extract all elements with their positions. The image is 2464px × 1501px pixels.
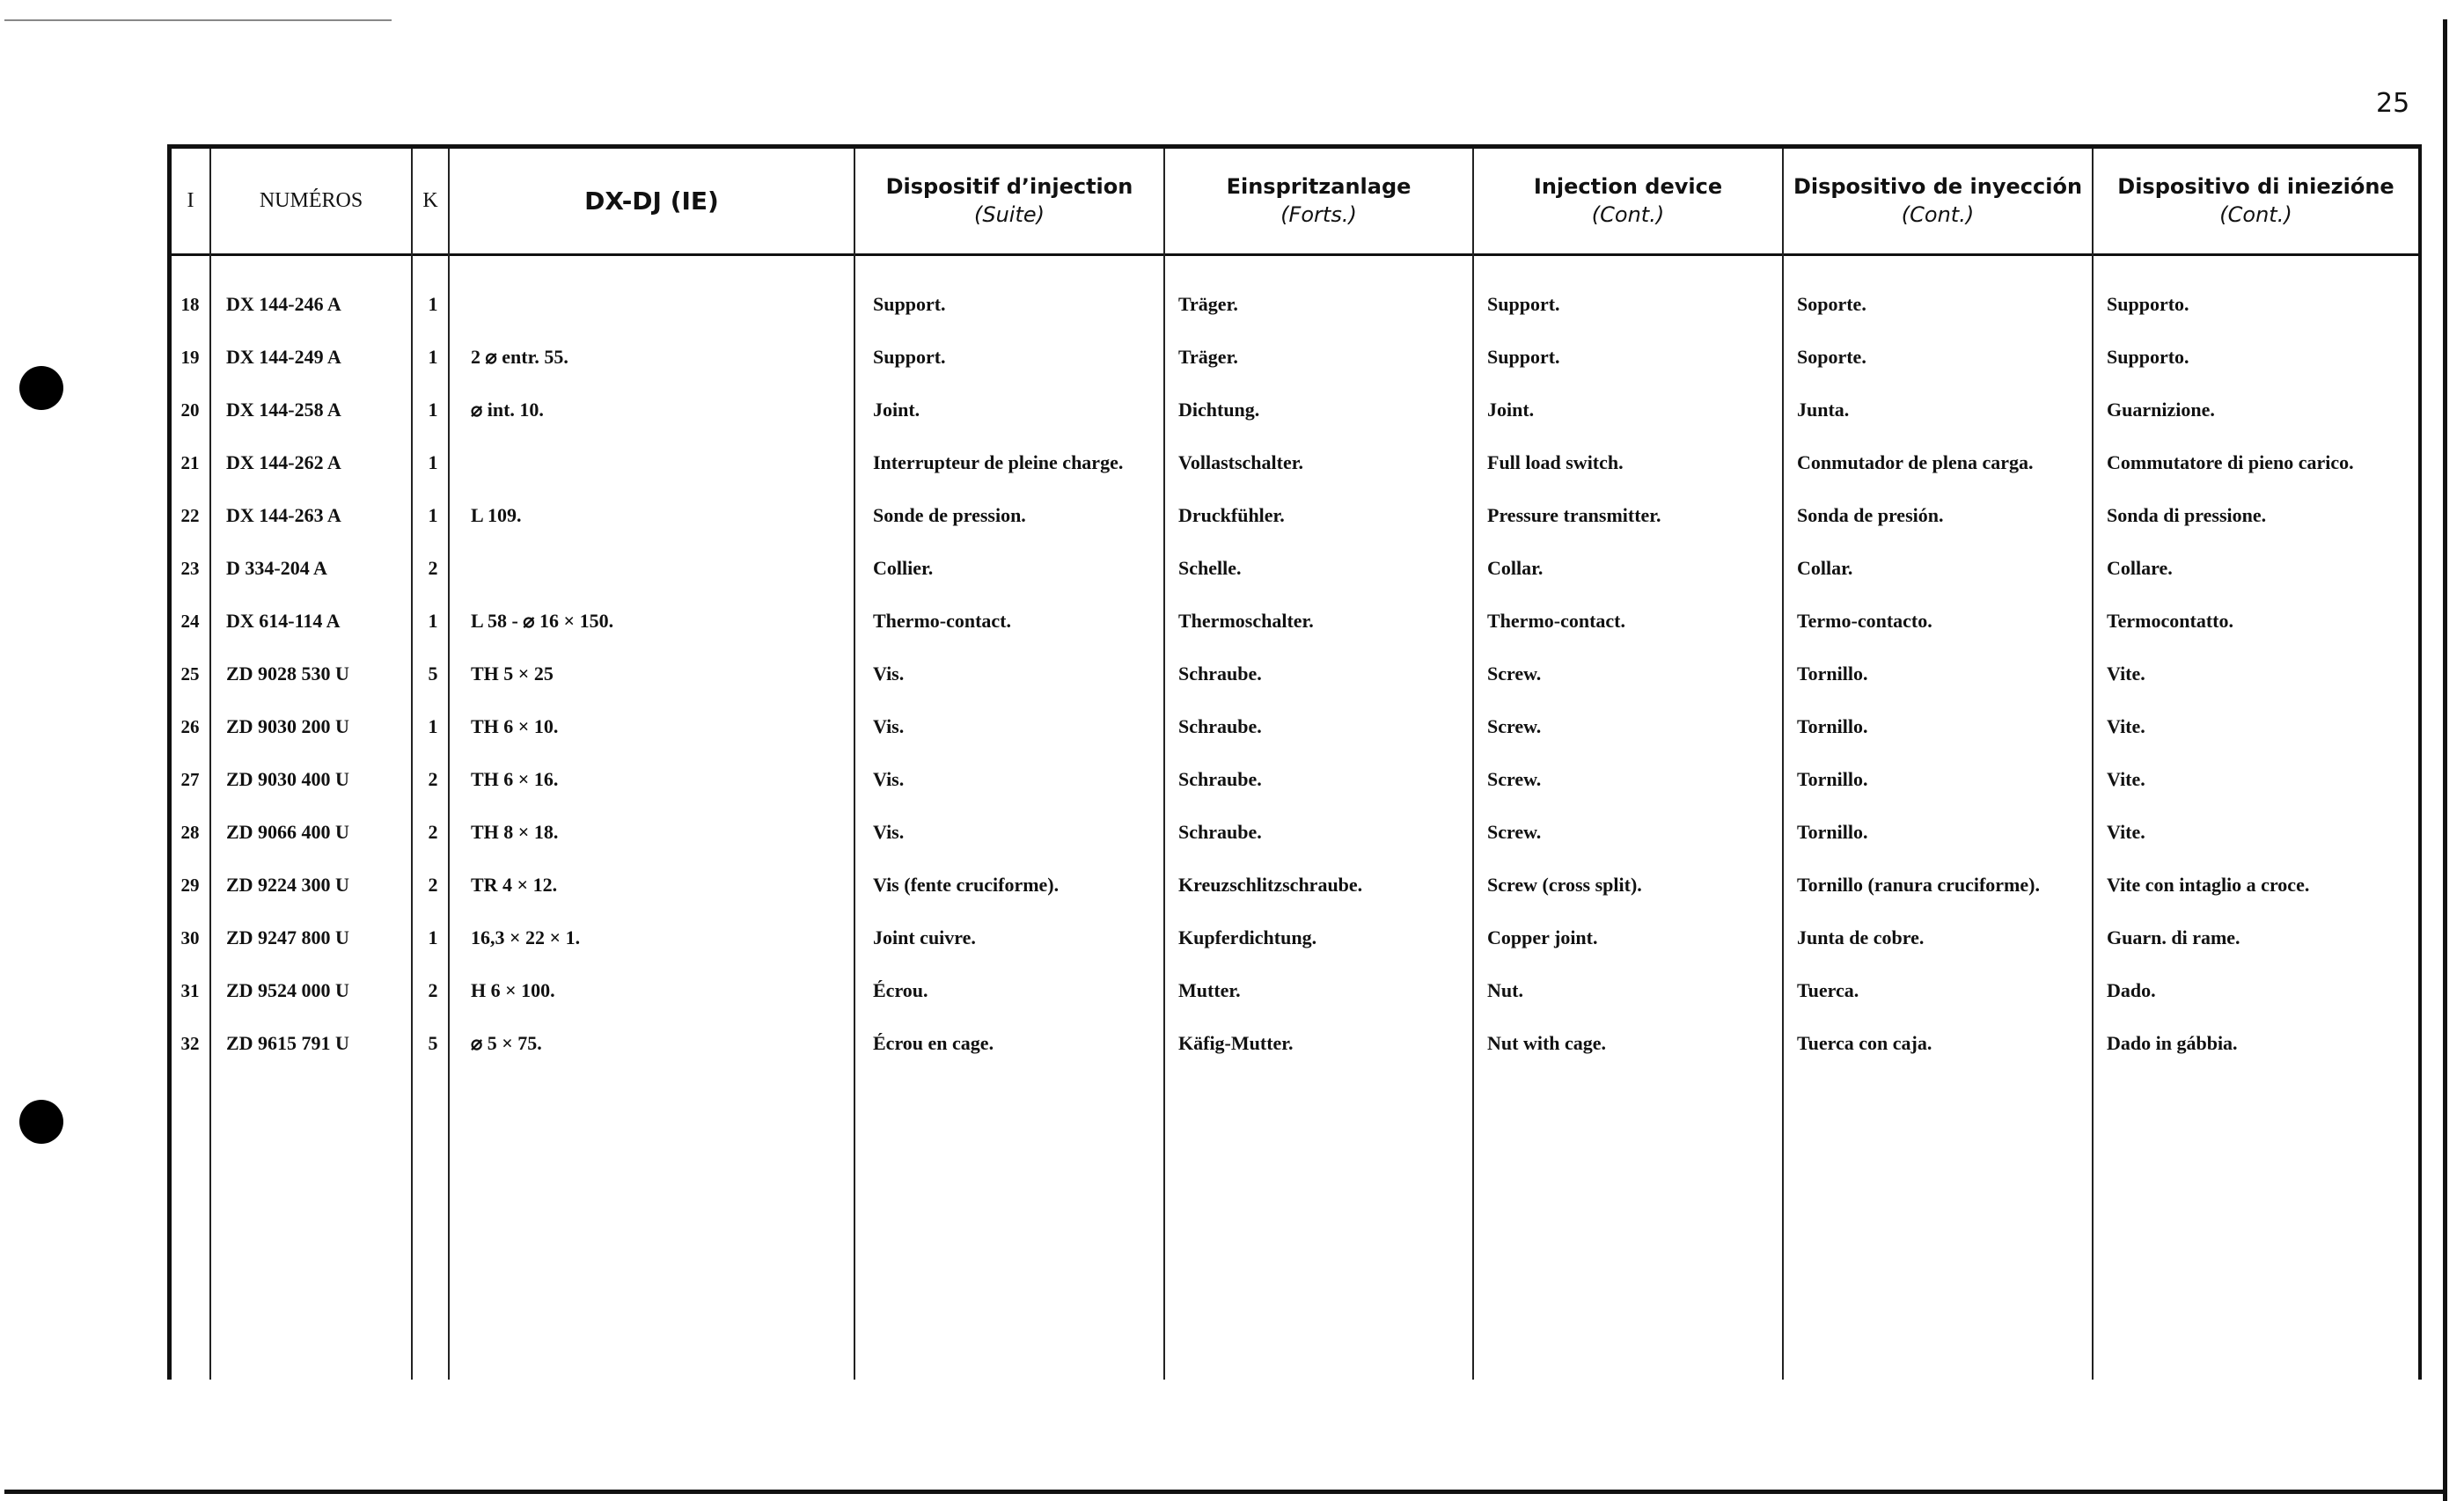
desc-es: Tornillo. xyxy=(1797,663,1868,685)
table-frame-top xyxy=(167,144,2422,149)
row-index: 31 xyxy=(180,979,200,1001)
quantity: 2 xyxy=(428,821,438,843)
part-number: ZD 9247 800 U xyxy=(226,926,349,948)
row-index: 30 xyxy=(180,926,200,948)
row-index: 29 xyxy=(180,874,200,896)
header-es-title: Dispositivo de inyección xyxy=(1793,174,2083,199)
table-row xyxy=(172,1017,2418,1070)
desc-en: Screw (cross split). xyxy=(1487,874,1642,896)
desc-it: Commutatore di pieno carico. xyxy=(2107,451,2354,473)
desc-de: Schraube. xyxy=(1178,663,1262,685)
desc-en: Thermo-contact. xyxy=(1487,610,1626,632)
table-row xyxy=(172,595,2418,648)
desc-es: Tornillo. xyxy=(1797,821,1868,843)
desc-it: Termocontatto. xyxy=(2107,610,2233,632)
desc-es: Junta de cobre. xyxy=(1797,926,1925,948)
header-fr-title: Dispositif d’injection xyxy=(885,174,1133,199)
desc-de: Schraube. xyxy=(1178,821,1262,843)
spec: L 58 - ⌀ 16 × 150. xyxy=(471,610,614,632)
desc-de: Käfig-Mutter. xyxy=(1178,1032,1294,1054)
header-es-sub: (Cont.) xyxy=(1901,202,1975,227)
part-number: ZD 9066 400 U xyxy=(226,821,349,843)
header-numeros: NUMÉROS xyxy=(259,188,363,212)
desc-en: Full load switch. xyxy=(1487,451,1624,473)
header-i: I xyxy=(187,188,194,212)
desc-fr: Vis. xyxy=(873,663,905,685)
quantity: 2 xyxy=(428,979,438,1001)
desc-de: Druckfühler. xyxy=(1178,504,1285,526)
desc-it: Dado in gábbia. xyxy=(2107,1032,2238,1054)
part-number: DX 144-263 A xyxy=(226,504,341,526)
desc-it: Guarn. di rame. xyxy=(2107,926,2240,948)
desc-en: Copper joint. xyxy=(1487,926,1598,948)
desc-en: Screw. xyxy=(1487,663,1542,685)
part-number: DX 144-262 A xyxy=(226,451,341,473)
quantity: 1 xyxy=(428,346,438,368)
spec: 2 ⌀ entr. 55. xyxy=(471,346,568,368)
desc-es: Collar. xyxy=(1797,557,1853,579)
header-fr xyxy=(855,151,1163,250)
spec: H 6 × 100. xyxy=(471,979,555,1001)
desc-it: Vite. xyxy=(2107,715,2145,737)
desc-it: Vite. xyxy=(2107,821,2145,843)
desc-fr: Sonde de pression. xyxy=(873,504,1026,526)
desc-en: Nut with cage. xyxy=(1487,1032,1607,1054)
table-row xyxy=(172,278,2418,331)
desc-de: Träger. xyxy=(1178,293,1238,315)
binder-hole xyxy=(19,366,63,410)
part-number: ZD 9030 400 U xyxy=(226,768,349,790)
desc-it: Guarnizione. xyxy=(2107,399,2215,421)
desc-de: Schelle. xyxy=(1178,557,1242,579)
quantity: 1 xyxy=(428,715,438,737)
quantity: 1 xyxy=(428,451,438,473)
header-it-sub: (Cont.) xyxy=(2219,202,2292,227)
desc-es: Soporte. xyxy=(1797,293,1866,315)
quantity: 2 xyxy=(428,557,438,579)
desc-es: Tuerca. xyxy=(1797,979,1859,1001)
header-fr-sub: (Suite) xyxy=(973,202,1045,227)
desc-fr: Vis. xyxy=(873,821,905,843)
desc-fr: Écrou. xyxy=(873,979,928,1001)
desc-fr: Joint. xyxy=(873,399,920,421)
row-index: 22 xyxy=(180,504,200,526)
header-de-sub: (Forts.) xyxy=(1280,202,1357,227)
part-number: DX 144-246 A xyxy=(226,293,341,315)
header-model: DX-DJ (IE) xyxy=(584,186,719,216)
row-index: 32 xyxy=(180,1032,200,1054)
table-row xyxy=(172,806,2418,859)
desc-fr: Écrou en cage. xyxy=(873,1032,994,1054)
desc-es: Soporte. xyxy=(1797,346,1866,368)
table-row xyxy=(172,384,2418,436)
desc-fr: Vis. xyxy=(873,768,905,790)
spec: L 109. xyxy=(471,504,522,526)
desc-it: Supporto. xyxy=(2107,293,2189,315)
quantity: 1 xyxy=(428,399,438,421)
binder-hole xyxy=(19,1100,63,1144)
table-row xyxy=(172,753,2418,806)
desc-de: Thermoschalter. xyxy=(1178,610,1314,632)
part-number: DX 144-249 A xyxy=(226,346,341,368)
quantity: 1 xyxy=(428,504,438,526)
desc-fr: Interrupteur de pleine charge. xyxy=(873,451,1124,473)
desc-fr: Vis. xyxy=(873,715,905,737)
desc-it: Supporto. xyxy=(2107,346,2189,368)
row-index: 18 xyxy=(180,293,200,315)
quantity: 2 xyxy=(428,874,438,896)
desc-es: Tornillo. xyxy=(1797,768,1868,790)
desc-en: Screw. xyxy=(1487,821,1542,843)
page-number: 25 xyxy=(2376,88,2410,119)
desc-it: Sonda di pressione. xyxy=(2107,504,2267,526)
desc-de: Träger. xyxy=(1178,346,1238,368)
part-number: ZD 9615 791 U xyxy=(226,1032,349,1054)
desc-es: Tornillo. xyxy=(1797,715,1868,737)
header-en-sub: (Cont.) xyxy=(1591,202,1665,227)
quantity: 1 xyxy=(428,293,438,315)
desc-en: Support. xyxy=(1487,346,1560,368)
header-rule xyxy=(172,253,2422,256)
row-index: 23 xyxy=(180,557,200,579)
desc-de: Kreuzschlitzschraube. xyxy=(1178,874,1363,896)
spec: ⌀ int. 10. xyxy=(471,399,544,421)
desc-it: Vite con intaglio a croce. xyxy=(2107,874,2310,896)
desc-it: Vite. xyxy=(2107,663,2145,685)
table-row xyxy=(172,436,2418,489)
desc-fr: Joint cuivre. xyxy=(873,926,976,948)
header-de-title: Einspritzanlage xyxy=(1226,174,1412,199)
spec: TR 4 × 12. xyxy=(471,874,558,896)
table-row xyxy=(172,859,2418,912)
desc-de: Kupferdichtung. xyxy=(1178,926,1317,948)
part-number: DX 144-258 A xyxy=(226,399,341,421)
spec: ⌀ 5 × 75. xyxy=(471,1032,542,1054)
desc-en: Support. xyxy=(1487,293,1560,315)
desc-fr: Vis (fente cruciforme). xyxy=(873,874,1060,896)
row-index: 28 xyxy=(180,821,200,843)
spec: 16,3 × 22 × 1. xyxy=(471,926,581,948)
desc-de: Vollastschalter. xyxy=(1178,451,1303,473)
page-right-border xyxy=(2443,19,2447,1501)
spec: TH 6 × 16. xyxy=(471,768,559,790)
header-en xyxy=(1474,151,1782,250)
desc-es: Termo-contacto. xyxy=(1797,610,1932,632)
quantity: 2 xyxy=(428,768,438,790)
spec: TH 8 × 18. xyxy=(471,821,559,843)
desc-it: Vite. xyxy=(2107,768,2145,790)
page-bottom-border xyxy=(4,1490,2447,1494)
quantity: 1 xyxy=(428,610,438,632)
desc-en: Screw. xyxy=(1487,715,1542,737)
row-index: 21 xyxy=(180,451,200,473)
row-index: 27 xyxy=(180,768,200,790)
row-index: 20 xyxy=(180,399,200,421)
row-index: 26 xyxy=(180,715,200,737)
table-row xyxy=(172,964,2418,1017)
desc-es: Tornillo (ranura cruciforme). xyxy=(1797,874,2040,896)
desc-en: Screw. xyxy=(1487,768,1542,790)
quantity: 5 xyxy=(428,663,438,685)
desc-en: Nut. xyxy=(1487,979,1523,1001)
row-index: 25 xyxy=(180,663,200,685)
header-it xyxy=(2094,151,2418,250)
desc-en: Collar. xyxy=(1487,557,1544,579)
table-row xyxy=(172,542,2418,595)
part-number: ZD 9524 000 U xyxy=(226,979,349,1001)
desc-fr: Thermo-contact. xyxy=(873,610,1012,632)
desc-es: Sonda de presión. xyxy=(1797,504,1944,526)
desc-de: Schraube. xyxy=(1178,768,1262,790)
desc-de: Mutter. xyxy=(1178,979,1241,1001)
table-row xyxy=(172,912,2418,964)
quantity: 1 xyxy=(428,926,438,948)
part-number: ZD 9030 200 U xyxy=(226,715,349,737)
header-es xyxy=(1784,151,2092,250)
row-index: 19 xyxy=(180,346,200,368)
table-row xyxy=(172,700,2418,753)
desc-fr: Support. xyxy=(873,293,946,315)
spec: TH 6 × 10. xyxy=(471,715,559,737)
desc-fr: Collier. xyxy=(873,557,934,579)
top-edge-rule xyxy=(4,19,392,21)
header-k: K xyxy=(422,188,438,212)
table-row xyxy=(172,489,2418,542)
desc-en: Pressure transmitter. xyxy=(1487,504,1661,526)
header-it-title: Dispositivo di iniezióne xyxy=(2117,174,2394,199)
desc-de: Dichtung. xyxy=(1178,399,1260,421)
table-row xyxy=(172,331,2418,384)
desc-it: Collare. xyxy=(2107,557,2173,579)
desc-es: Tuerca con caja. xyxy=(1797,1032,1932,1054)
desc-fr: Support. xyxy=(873,346,946,368)
part-number: DX 614-114 A xyxy=(226,610,341,632)
desc-en: Joint. xyxy=(1487,399,1535,421)
table-row xyxy=(172,648,2418,700)
part-number: ZD 9028 530 U xyxy=(226,663,349,685)
table-frame-right xyxy=(2418,144,2422,1380)
desc-es: Conmutador de plena carga. xyxy=(1797,451,2034,473)
desc-de: Schraube. xyxy=(1178,715,1262,737)
part-number: D 334-204 A xyxy=(226,557,327,579)
part-number: ZD 9224 300 U xyxy=(226,874,349,896)
row-index: 24 xyxy=(180,610,200,632)
desc-it: Dado. xyxy=(2107,979,2156,1001)
desc-es: Junta. xyxy=(1797,399,1850,421)
header-en-title: Injection device xyxy=(1533,174,1723,199)
quantity: 5 xyxy=(428,1032,438,1054)
spec: TH 5 × 25 xyxy=(471,663,554,685)
header-de xyxy=(1165,151,1472,250)
